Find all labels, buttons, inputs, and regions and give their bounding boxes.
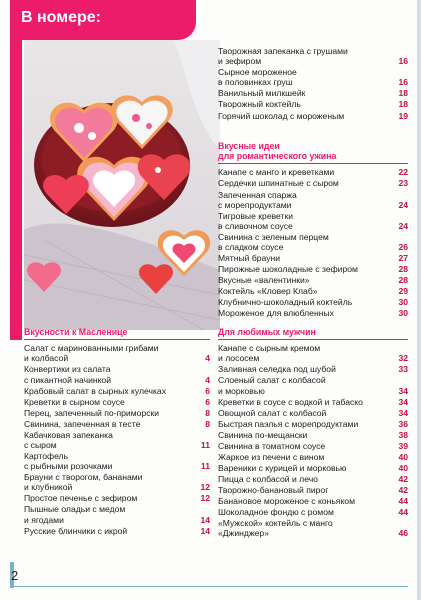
toc-entry [218,397,408,407]
toc-entry-page: 4 [205,353,210,364]
toc-entry [218,167,408,177]
toc-entry-line [218,111,408,121]
toc-entry-title: с сыром [24,439,57,450]
toc-entry-line [218,253,408,263]
toc-entry-page: 34 [398,385,408,396]
toc-entry-title: Быстрая паэлья с морепродуктами [218,418,359,429]
toc-entry-page: 12 [200,493,210,504]
toc-entry-line [218,518,408,528]
toc-entry-title: Жаркое из печени с вином [218,451,325,462]
toc-entry-line [24,526,210,536]
toc-entry-title: Свинина в томатном соусе [218,440,326,451]
toc-entry-page: 44 [398,507,408,518]
header-banner [10,0,196,40]
toc-entry-title: с рыбными розочками [24,461,113,472]
toc-entry-title: Банановое мороженое с коньяком [218,496,355,507]
toc-entry-line [218,364,408,374]
toc-entry [218,178,408,188]
toc-entry-page: 11 [200,439,210,450]
toc-entry [24,386,210,396]
toc-entry-title: «Мужской» коктейль с манго [218,518,333,529]
toc-entry [218,375,408,395]
toc-entry-title: Вкусные «валентинки» [218,275,310,286]
toc-entry-title: Запеченная спаржа [218,189,297,200]
toc-entry-title: с морепродуктами [218,199,292,210]
toc-entry [24,397,210,407]
toc-entry-page: 11 [200,461,210,472]
toc-entry-page: 12 [200,482,210,493]
toc-entry [218,496,408,506]
section-heading-line: Вкусные идеи [218,141,280,151]
cookies-photo [24,40,220,330]
toc-entry-title: Крабовый салат в сырных кулечках [24,385,166,396]
toc-entry [218,99,408,109]
toc-entry-line [218,375,408,385]
footer-rule [10,586,408,587]
toc-entry-page: 18 [398,88,408,99]
toc-entry [218,441,408,451]
toc-entry-page: 24 [398,199,408,210]
toc-entry-page: 34 [398,396,408,407]
toc-entry-title: Творожно-банановый пирог [218,485,329,496]
toc-entry [218,408,408,418]
toc-entry-title: Тигровые креветки [218,210,294,221]
toc-entry-line [218,99,408,109]
toc-entry-title: Свинина по-мещански [218,429,308,440]
toc-entry-line [24,440,210,450]
toc-entry-title: Пышные оладьи с медом [24,504,126,515]
toc-entry-title: Творожная запеканка с грушами [218,46,348,56]
toc-entry-line [218,343,408,353]
toc-entry-title: с пикантной начинкой [24,374,112,385]
toc-entry-line [218,474,408,484]
toc-entry-title: и ягодами [24,514,64,525]
toc-entry-line [218,386,408,396]
toc-entry-page: 38 [398,429,408,440]
toc-entry-line [218,56,408,66]
toc-entry-page: 18 [398,99,408,110]
toc-entry [218,485,408,495]
toc-entry-line [218,408,408,418]
toc-section-men [218,327,408,539]
toc-entry-title: «Джинджер» [218,528,269,539]
toc-entry-title: и лососем [218,353,260,364]
toc-entry-title: Творожный коктейль [218,99,301,110]
toc-entry-line [24,472,210,482]
toc-entry-page: 44 [398,496,408,507]
toc-entry-page: 28 [398,264,408,275]
toc-entry [24,364,210,384]
toc-entry-title: Слоеный салат с колбасой [218,375,326,386]
toc-entry-page: 16 [398,56,408,67]
toc-entry-line [218,46,408,56]
toc-entry-title: Русские блинчики с икрой [24,525,128,536]
toc-entry [24,504,210,524]
toc-entry-title: Коктейль «Кловер Клаб» [218,286,318,297]
page-edge [417,0,421,600]
toc-entry-line [218,178,408,188]
toc-entry-title: Салат с маринованными грибами [24,343,159,354]
toc-entry-line [218,452,408,462]
section-heading [218,327,408,340]
toc-entry-page: 42 [398,473,408,484]
toc-entry [218,419,408,429]
section-heading-line: Для любимых мужчин [218,327,316,337]
toc-entry-page: 29 [398,286,408,297]
toc-entry-line [24,461,210,471]
toc-entry-page: 30 [398,308,408,319]
toc-entry [218,286,408,296]
toc-entry-line [218,353,408,363]
toc-entry-title: Мороженое для влюбленных [218,308,334,319]
section-heading [24,327,210,340]
toc-entry [24,430,210,450]
toc-entry-title: Брауни с творогом, бананами [24,472,143,483]
toc-entry-title: Креветки в сырном соусе [24,396,125,407]
toc-entry [218,297,408,307]
toc-entry-line [24,364,210,374]
toc-entry-line [24,375,210,385]
toc-entry [24,343,210,363]
toc-entry-page: 40 [398,451,408,462]
toc-entry-page: 14 [200,514,210,525]
toc-entry-title: Простое печенье с зефиром [24,493,138,504]
toc-entry-page: 16 [398,77,408,88]
toc-entry [218,452,408,462]
toc-entry-title: Шоколадное фондю с ромом [218,507,334,518]
toc-entry-line [218,264,408,274]
toc-entry-line [218,297,408,307]
toc-continuation [218,46,408,122]
toc-entry [218,518,408,538]
toc-entry [218,463,408,473]
toc-entry-line [218,441,408,451]
toc-entry-page: 46 [398,528,408,539]
toc-entry [218,264,408,274]
toc-entry-line [218,167,408,177]
toc-entry-line [218,528,408,538]
toc-entry-line [218,463,408,473]
page-number: 2 [11,568,19,583]
section-heading [218,141,408,164]
toc-entry-line [24,482,210,492]
toc-entry-title: Пицца с колбасой и лечо [218,473,318,484]
toc-entry [218,275,408,285]
toc-entry-page: 6 [205,385,210,396]
toc-entry-line [218,430,408,440]
toc-entry [218,253,408,263]
toc-entry [24,472,210,492]
toc-entry-page: 24 [398,220,408,231]
toc-entry-page: 14 [200,525,210,536]
toc-entry-line [218,496,408,506]
toc-entry [24,526,210,536]
toc-section-romantic [218,141,408,319]
toc-entry-title: Перец, запеченный по-приморски [24,407,160,418]
page-title: В номере: [21,9,101,26]
toc-entry-title: и колбасой [24,353,69,364]
toc-entry-page: 8 [205,418,210,429]
toc-entry-line [24,353,210,363]
toc-entry-title: и морковью [218,385,265,396]
toc-entry-page: 19 [398,110,408,121]
toc-entry-title: Горячий шоколад с мороженым [218,110,345,121]
toc-entry-line [24,343,210,353]
toc-entry [218,190,408,210]
toc-entry [218,111,408,121]
toc-entry [218,364,408,374]
toc-entry-line [218,485,408,495]
toc-entry-page: 22 [398,167,408,178]
toc-entry-line [24,451,210,461]
toc-entry [218,67,408,87]
toc-entry-line [218,419,408,429]
toc-entry-title: Сердечки шпинатные с сыром [218,178,339,189]
toc-entry-line [24,386,210,396]
section-heading-line: Вкусности к Масленице [24,327,128,337]
toc-entry-page: 33 [398,364,408,375]
toc-entry-title: Свинина, запеченная в тесте [24,418,141,429]
toc-entry-page: 27 [398,253,408,264]
toc-entry [218,343,408,363]
toc-entry-page: 32 [398,353,408,364]
toc-entry-title: Ванильный милкшейк [218,88,306,99]
toc-entry [218,507,408,517]
toc-entry-line [218,88,408,98]
toc-entry [24,493,210,503]
toc-entry-title: и зефиром [218,56,262,67]
toc-entry-title: Заливная селедка под шубой [218,364,336,375]
toc-entry-title: и клубникой [24,482,73,493]
toc-entry-line [218,77,408,87]
toc-entry-line [218,67,408,77]
toc-entry-line [218,190,408,200]
toc-entry-title: в сладком соусе [218,242,284,253]
toc-entry-title: в половинках груш [218,77,293,88]
toc-entry-page: 40 [398,462,408,473]
toc-entry-page: 28 [398,275,408,286]
toc-entry-title: Вареники с курицей и морковью [218,462,347,473]
toc-entry-title: Сырное мороженое [218,67,297,78]
toc-entry-line [218,221,408,231]
toc-entry-page: 39 [398,440,408,451]
section-heading-line: для романтического ужина [218,151,337,162]
toc-entry-line [24,504,210,514]
toc-entry-page: 4 [205,374,210,385]
toc-entry-title: Мятный брауни [218,253,281,264]
toc-entry-line [24,515,210,525]
toc-entry-line [24,493,210,503]
toc-entry [218,211,408,231]
header-accent-strip [10,40,22,340]
toc-entry [24,408,210,418]
toc-entry-line [218,211,408,221]
toc-entry-title: Кабачковая запеканка [24,429,113,440]
toc-entry-line [218,275,408,285]
toc-entry-title: Конвертики из салата [24,364,111,375]
toc-entry-line [218,200,408,210]
toc-entry-title: Свинина с зеленым перцем [218,231,329,242]
heart-cookies-illustration [24,40,220,330]
toc-entry [218,232,408,252]
toc-entry-page: 42 [398,485,408,496]
toc-entry-page: 23 [398,178,408,189]
toc-entry-title: Овощной салат с колбасой [218,407,327,418]
toc-entry-line [24,419,210,429]
toc-entry-title: Креветки в соусе с водкой и табаско [218,396,363,407]
toc-entry-title: Канапе с манго и креветками [218,167,335,178]
toc-section-maslenitsa [24,327,210,537]
toc-entry-page: 26 [398,242,408,253]
toc-entry-page: 34 [398,407,408,418]
toc-entry [218,430,408,440]
toc-entry-title: Картофель [24,451,69,461]
toc-entry-line [218,242,408,252]
toc-entry-title: Клубнично-шоколадный коктейль [218,297,353,308]
toc-entry-line [24,430,210,440]
toc-entry-line [218,232,408,242]
toc-entry-title: Канапе с сырным кремом [218,343,321,354]
toc-entry-line [218,397,408,407]
toc-entry [218,88,408,98]
toc-entry-page: 30 [398,297,408,308]
toc-entry-page: 6 [205,396,210,407]
toc-entry [218,46,408,66]
toc-entry-title: Пирожные шоколадные с зефиром [218,264,358,275]
toc-entry-page: 8 [205,407,210,418]
toc-entry-page: 36 [398,418,408,429]
toc-entry-line [218,286,408,296]
toc-entry-line [24,408,210,418]
toc-entry [218,308,408,318]
toc-entry [24,419,210,429]
toc-entry [24,451,210,471]
toc-entry [218,474,408,484]
toc-entry-line [24,397,210,407]
toc-entry-line [218,308,408,318]
toc-entry-line [218,507,408,517]
toc-entry-title: в сливочном соусе [218,220,293,231]
